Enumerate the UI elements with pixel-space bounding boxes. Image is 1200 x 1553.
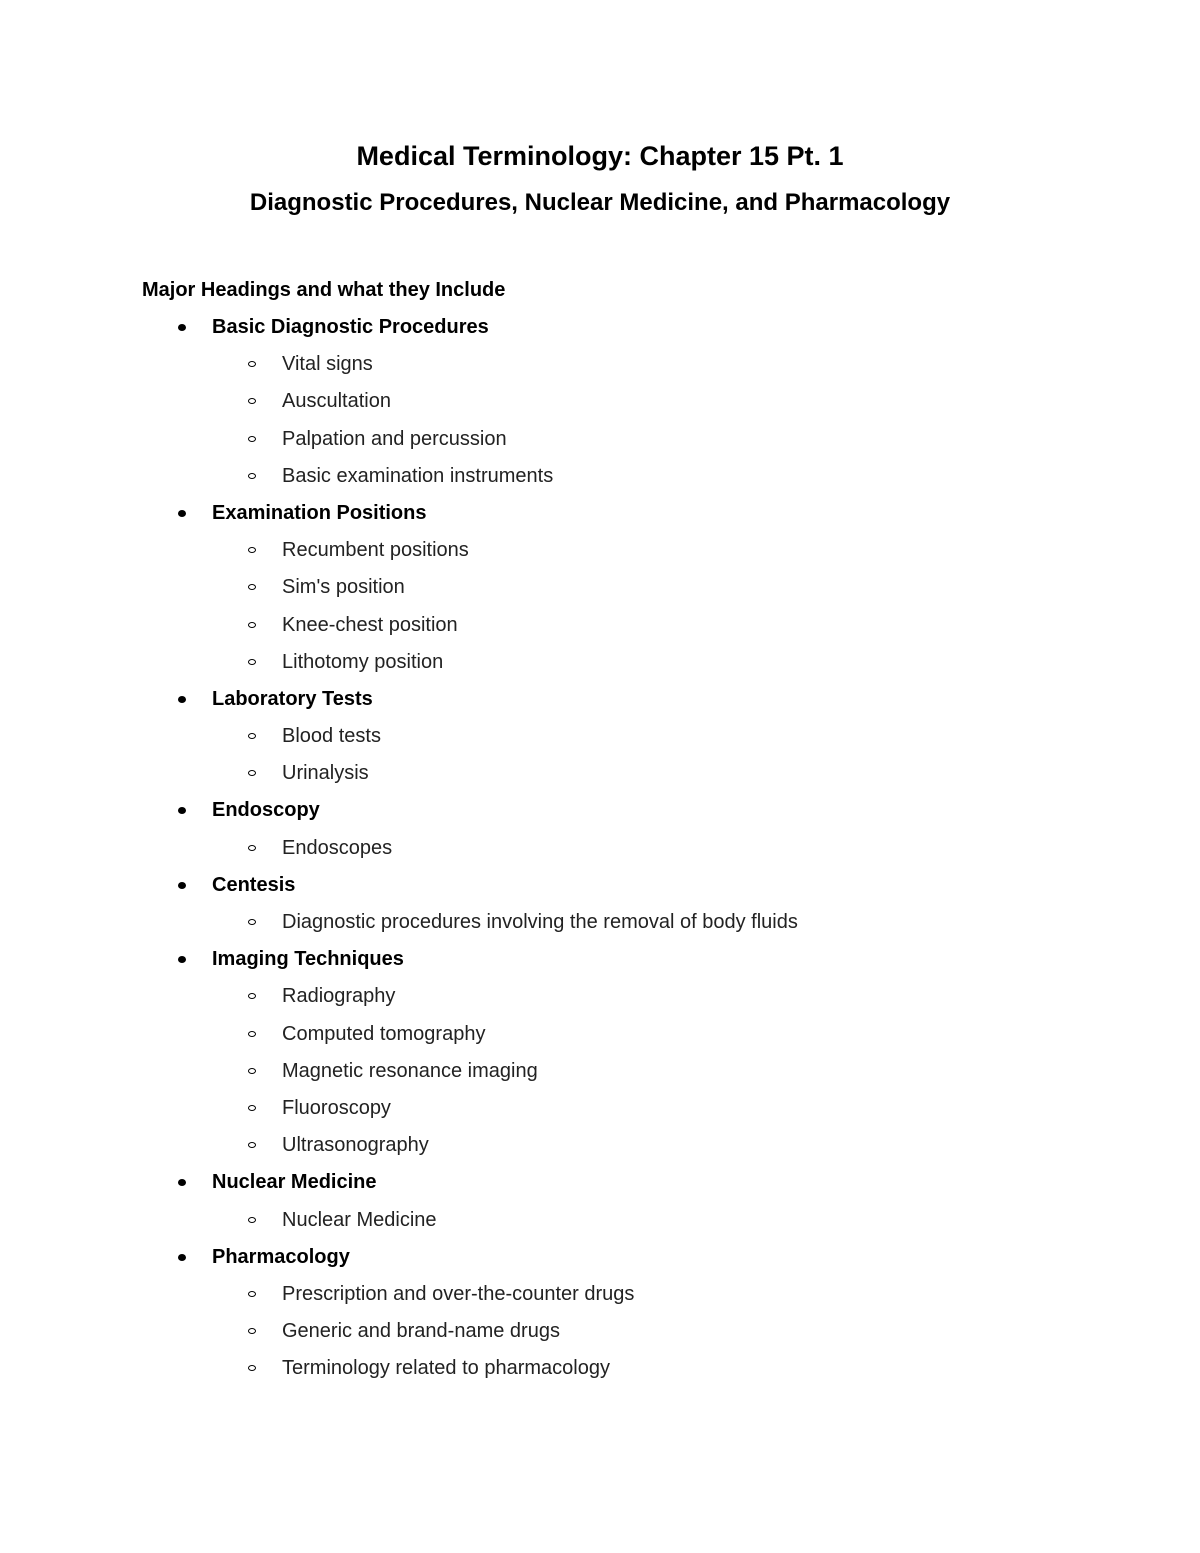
sub-item-label: Basic examination instruments [282,464,554,487]
category-row [0,1239,1200,1276]
sub-item [0,569,1200,606]
category-item [0,681,1200,793]
category-label: Imaging Techniques [212,948,404,971]
sub-item-label: Blood tests [282,725,381,748]
sub-item-label: Recumbent positions [282,539,469,562]
hollow-bullet-icon [248,845,256,851]
filled-bullet-icon [178,1179,186,1186]
hollow-bullet-icon [248,659,256,665]
hollow-bullet-icon [248,1142,256,1148]
hollow-bullet-icon [248,1291,256,1297]
category-label: Endoscopy [212,799,320,822]
sub-item-label: Generic and brand-name drugs [282,1320,560,1343]
hollow-bullet-icon [248,1068,256,1074]
sub-item-label: Magnetic resonance imaging [282,1059,538,1082]
hollow-bullet-icon [248,919,256,925]
sub-item-label: Knee-chest position [282,613,458,636]
category-label: Examination Positions [212,501,427,524]
filled-bullet-icon [178,510,186,517]
filled-bullet-icon [178,324,186,331]
sub-item [0,1127,1200,1164]
category-label: Basic Diagnostic Procedures [212,316,489,338]
sub-list [0,532,1200,681]
hollow-bullet-icon [248,398,256,404]
sub-item [0,830,1200,867]
category-row [0,309,1200,346]
hollow-bullet-icon [248,1217,256,1223]
category-row [0,495,1200,532]
hollow-bullet-icon [248,584,256,590]
category-item [0,941,1200,1164]
hollow-bullet-icon [248,473,256,479]
category-row [0,867,1200,904]
category-item [0,1239,1200,1388]
category-row [0,1164,1200,1201]
sub-list [0,830,1200,867]
sub-item [0,1202,1200,1239]
sub-item [0,421,1200,458]
category-label: Pharmacology [212,1245,350,1268]
filled-bullet-icon [178,807,186,814]
document-subtitle: Diagnostic Procedures, Nuclear Medicine, and Pharmacology [249,189,951,216]
category-item [0,495,1200,681]
hollow-bullet-icon [248,361,256,367]
filled-bullet-icon [178,696,186,703]
category-item [0,309,1200,495]
hollow-bullet-icon [248,1365,256,1371]
hollow-bullet-icon [248,547,256,553]
sub-item [0,1016,1200,1053]
hollow-bullet-icon [248,733,256,739]
sub-item-label: Prescription and over-the-counter drugs [282,1282,635,1305]
sub-item [0,458,1200,495]
document-title: Medical Terminology: Chapter 15 Pt. 1 [356,141,844,171]
sub-item [0,904,1200,941]
sub-item-label: Radiography [282,985,396,1008]
hollow-bullet-icon [248,993,256,999]
hollow-bullet-icon [248,1105,256,1111]
category-label: Centesis [212,873,296,896]
headings-outline [0,309,1200,1387]
sub-item-label: Urinalysis [282,762,369,785]
sub-list [0,1202,1200,1239]
category-item [0,867,1200,941]
sub-item [0,1053,1200,1090]
sub-item-label: Computed tomography [282,1022,486,1045]
sub-item-label: Diagnostic procedures involving the removal of body fluids [282,911,798,933]
category-item [0,792,1200,866]
sub-item [0,532,1200,569]
hollow-bullet-icon [248,1031,256,1037]
category-label: Laboratory Tests [212,687,373,710]
category-row [0,941,1200,978]
sub-item [0,346,1200,383]
sub-item [0,1090,1200,1127]
sub-item [0,1350,1200,1387]
filled-bullet-icon [178,956,186,963]
sub-item [0,755,1200,792]
sub-item-label: Vital signs [282,353,373,376]
hollow-bullet-icon [248,436,256,442]
filled-bullet-icon [178,1254,186,1261]
hollow-bullet-icon [248,622,256,628]
sub-item-label: Palpation and percussion [282,427,507,450]
sub-item [0,644,1200,681]
hollow-bullet-icon [248,770,256,776]
sub-list [0,346,1200,495]
sub-item [0,1276,1200,1313]
sub-list [0,904,1200,941]
sub-list [0,978,1200,1164]
sub-item-label: Terminology related to pharmacology [282,1357,610,1380]
sub-item-label: Lithotomy position [282,650,444,673]
sub-list [0,718,1200,792]
sub-list [0,1276,1200,1388]
category-row [0,681,1200,718]
sub-item [0,383,1200,420]
sub-item-label: Auscultation [282,390,391,413]
section-heading: Major Headings and what they Include [142,279,506,301]
sub-item-label: Sim's position [282,576,405,599]
category-item [0,1164,1200,1238]
sub-item-label: Ultrasonography [282,1134,429,1157]
sub-item [0,978,1200,1015]
hollow-bullet-icon [248,1328,256,1334]
sub-item [0,607,1200,644]
sub-item-label: Endoscopes [282,836,393,859]
sub-item-label: Fluoroscopy [282,1096,391,1119]
filled-bullet-icon [178,882,186,889]
category-label: Nuclear Medicine [212,1171,377,1194]
sub-item [0,1313,1200,1350]
category-row [0,792,1200,829]
sub-item-label: Nuclear Medicine [282,1208,437,1231]
sub-item [0,718,1200,755]
